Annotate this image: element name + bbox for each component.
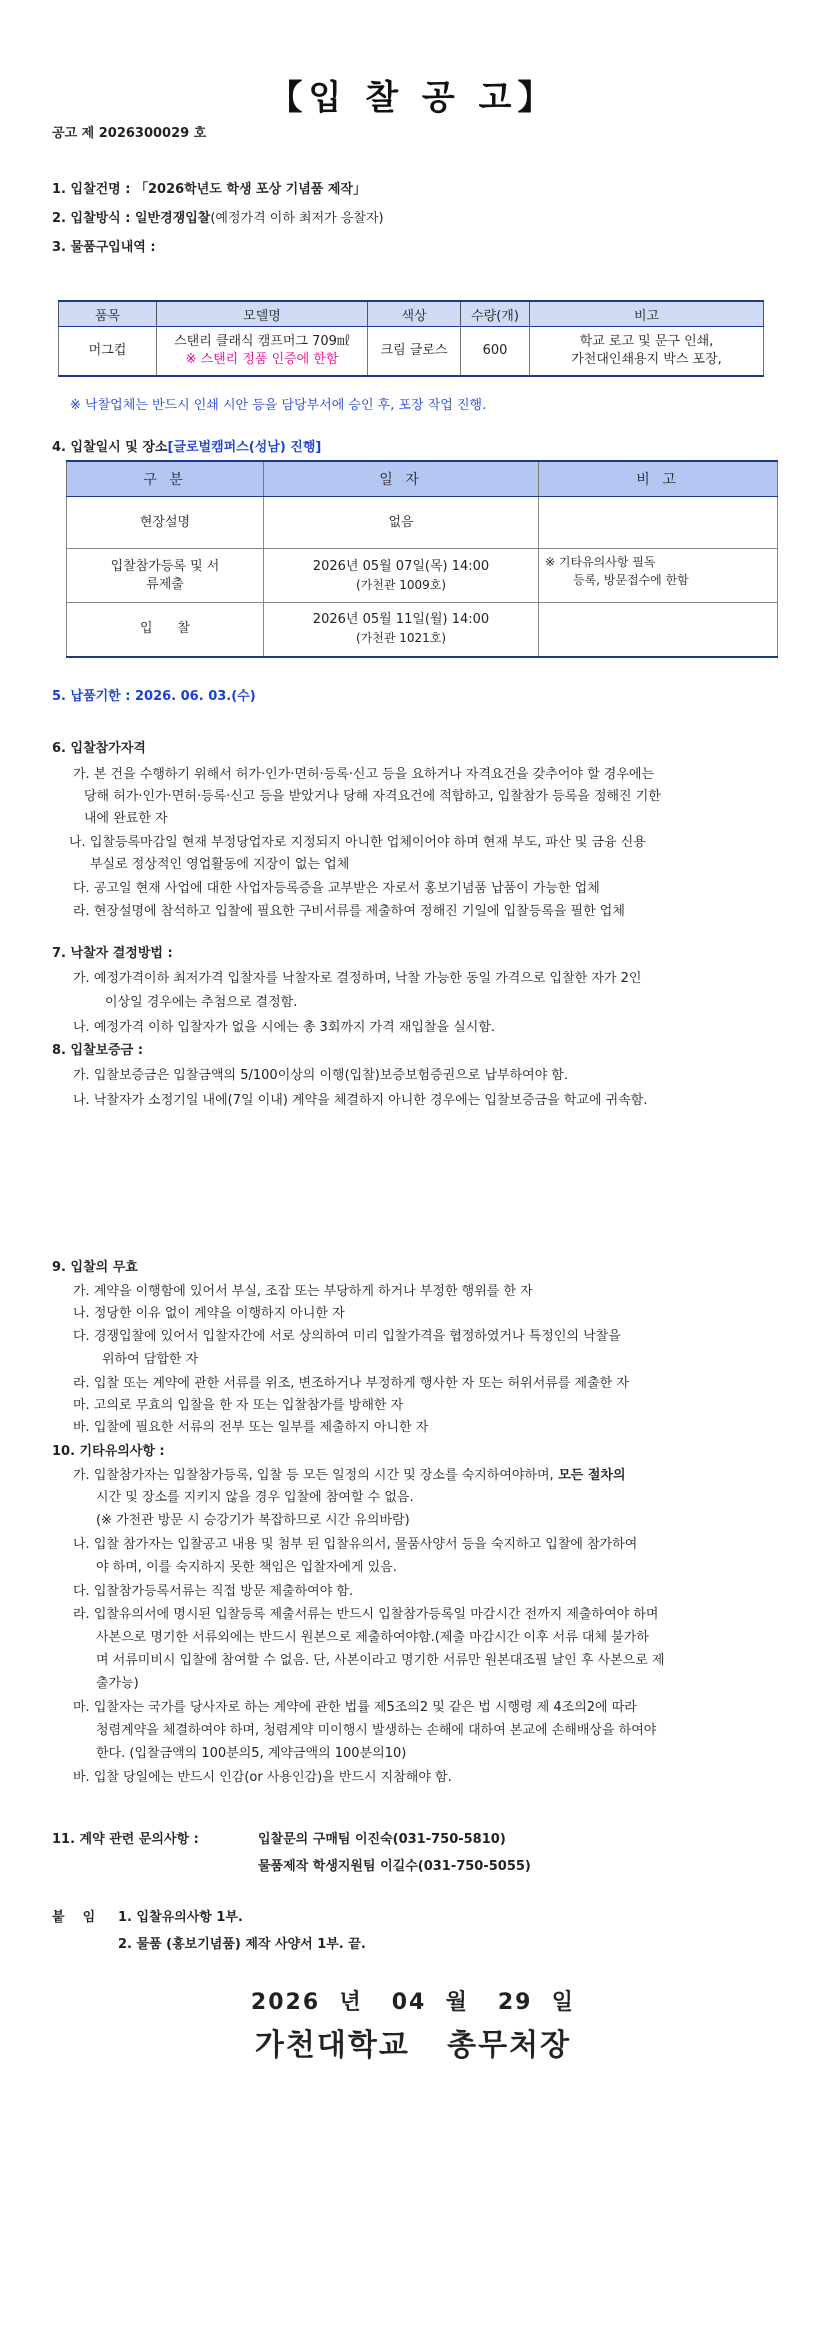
s6-line: 나. 입찰등록마감일 현재 부정당업자로 지정되지 아니한 업체이어야 하며 현재 부도, 파산 및 금융 신용 <box>69 835 646 850</box>
s9-line: 라. 입찰 또는 계약에 관한 서류를 위조, 변조하거나 부정하게 행사한 자 또는 허위서류를 제출한 자 <box>73 1376 629 1391</box>
remark-line-2: 가천대인쇄용지 박스 포장, <box>571 352 722 367</box>
schedule-category <box>67 549 264 603</box>
attachment-1: 1. 입찰유의사항 1부. <box>118 1910 243 1925</box>
s6-line: 내에 완료한 자 <box>84 811 168 826</box>
item-qty: 600 <box>461 327 530 377</box>
items-table <box>58 300 764 377</box>
s6-line: 부실로 정상적인 영업활동에 지장이 없는 업체 <box>90 857 350 872</box>
s10-ga-text-b: 모든 절차의 <box>553 1468 626 1483</box>
schedule-note-line-1: ※ 기타유의사항 필독 <box>545 555 656 569</box>
delivery-deadline: 5. 납품기한 : 2026. 06. 03.(수) <box>52 689 256 704</box>
s9-line: 가. 계약을 이행함에 있어서 부실, 조잡 또는 부당하게 하거나 부정한 행위를 한 자 <box>73 1284 533 1299</box>
section-1 <box>52 178 366 197</box>
schedule-table <box>66 460 778 658</box>
schedule-header <box>67 461 778 497</box>
remark-line-1: 학교 로고 및 문구 인쇄, <box>579 334 714 349</box>
notice-number: 공고 제 2026300029 호 <box>52 126 207 141</box>
s7-line: 나. 예정가격 이하 입찰자가 없을 시에는 총 3회까지 가격 재입찰을 실시함. <box>73 1020 496 1035</box>
issuer-org: 가천대학교 총무처장 <box>254 2028 572 2063</box>
section-3-label: 3. 물품구입내역 : <box>52 240 156 255</box>
approval-note: ※ 낙찰업체는 반드시 인쇄 시안 등을 담당부서에 승인 후, 포장 작업 진행. <box>70 398 487 413</box>
s10-line: 마. 입찰자는 국가를 당사자로 하는 계약에 관한 법률 제5조의2 및 같은 법 시행령 제 4조의2에 따라 <box>73 1700 637 1715</box>
schedule-date: 없음 <box>264 497 539 549</box>
model-name: 스탠리 클래식 캠프머그 709㎖ <box>174 334 350 349</box>
s7-line: 이상일 경우에는 추첨으로 결정함. <box>105 995 298 1010</box>
page-title: 【입 찰 공 고】 <box>268 78 558 118</box>
s10-line: 출가능) <box>96 1676 139 1691</box>
s9-line: 바. 입찰에 필요한 서류의 전부 또는 일부를 제출하지 아니한 자 <box>73 1420 429 1435</box>
s10-line: 나. 입찰 참가자는 입찰공고 내용 및 첨부 된 입찰유의서, 물품사양서 등을 숙지하고 입찰에 참가하여 <box>73 1537 638 1552</box>
section-10-label: 10. 기타유의사항 : <box>52 1444 165 1459</box>
item-name: 머그컵 <box>59 327 157 377</box>
schedule-category: 현장설명 <box>67 497 264 549</box>
schedule-date-cell <box>264 549 539 603</box>
s10-line: 바. 입찰 당일에는 반드시 인감(or 사용인감)을 반드시 지참해야 함. <box>73 1770 452 1785</box>
col-remark: 비고 <box>530 301 764 327</box>
schedule-category-text: 입찰참가등록 및 서류제출 <box>110 558 220 592</box>
s10-line: 시간 및 장소를 지키지 않을 경우 입찰에 참여할 수 없음. <box>96 1490 414 1505</box>
schedule-note-cell <box>539 549 778 603</box>
remark-cell <box>530 327 764 377</box>
schedule-note <box>539 603 778 657</box>
section-11-label: 11. 계약 관련 문의사항 : <box>52 1832 199 1847</box>
s10-line: 며 서류미비시 입찰에 참여할 수 없음. 단, 사본이라고 명기한 서류만 원본대조필 날인 후 사본으로 제 <box>96 1653 665 1668</box>
campus-highlight: [글로벌캠퍼스(성남) 진행] <box>167 440 322 455</box>
section-2 <box>52 207 384 226</box>
section-2-label: 2. 입찰방식 : <box>52 211 135 226</box>
schedule-date-cell <box>264 603 539 657</box>
s10-line: 사본으로 명기한 서류외에는 반드시 원본으로 제출하여야함.(제출 마감시간 이후 서류 대체 불가하 <box>96 1630 649 1645</box>
item-color: 크림 글로스 <box>368 327 461 377</box>
s10-line: (※ 가천관 방문 시 승강기가 복잡하므로 시간 유의바람) <box>96 1513 410 1528</box>
table-row <box>67 497 778 549</box>
col-item: 품목 <box>59 301 157 327</box>
section-4-label: 4. 입찰일시 및 장소 <box>52 440 168 455</box>
model-note: ※ 스탠리 정품 인증에 한함 <box>185 352 339 367</box>
s6-line: 라. 현장설명에 참석하고 입찰에 필요한 구비서류를 제출하여 정해진 기일에 입찰등록을 필한 업체 <box>73 904 625 919</box>
s8-line: 가. 입찰보증금은 입찰금액의 5/100이상의 이행(입찰)보증보험증권으로 납부하여야 함. <box>73 1068 569 1083</box>
schedule-note-line-2: 등록, 방문접수에 한함 <box>573 573 689 587</box>
col-note: 비 고 <box>539 461 778 497</box>
section-6-label: 6. 입찰참가자격 <box>52 741 146 756</box>
attachment-label: 붙 임 <box>52 1910 96 1925</box>
contact-student-support: 물품제작 학생지원팀 이길수(031-750-5055) <box>258 1859 531 1874</box>
issue-date: 2026 년 04 월 29 일 <box>250 1990 576 2015</box>
items-table-header <box>59 301 764 327</box>
section-7-label: 7. 낙찰자 결정방법 : <box>52 946 173 961</box>
schedule-category: 입 찰 <box>67 603 264 657</box>
s8-line: 나. 낙찰자가 소정기일 내에(7일 이내) 계약을 체결하지 아니한 경우에는 입찰보증금을 학교에 귀속함. <box>73 1093 648 1108</box>
attachment-2: 2. 물품 (홍보기념품) 제작 사양서 1부. 끝. <box>118 1937 366 1952</box>
s9-line: 나. 정당한 이유 없이 계약을 이행하지 아니한 자 <box>73 1306 345 1321</box>
bid-method: 일반경쟁입찰 <box>135 211 211 226</box>
s10-line: 라. 입찰유의서에 명시된 입찰등록 제출서류는 반드시 입찰참가등록일 마감시간 전까지 제출하여야 하며 <box>73 1607 659 1622</box>
s10-line: 야 하며, 이를 숙지하지 못한 책임은 입찰자에게 있음. <box>96 1560 397 1575</box>
s7-line: 가. 예정가격이하 최저가격 입찰자를 낙찰자로 결정하며, 낙찰 가능한 동일 가격으로 입찰한 자가 2인 <box>73 971 642 986</box>
col-qty: 수량(개) <box>461 301 530 327</box>
table-row <box>67 603 778 657</box>
bid-title: 「2026학년도 학생 포상 기념품 제작」 <box>135 182 366 197</box>
col-model: 모델명 <box>157 301 368 327</box>
s9-line: 마. 고의로 무효의 입찰을 한 자 또는 입찰참가를 방해한 자 <box>73 1398 404 1413</box>
schedule-note <box>539 497 778 549</box>
s9-line: 위하여 담합한 자 <box>102 1352 199 1367</box>
col-color: 색상 <box>368 301 461 327</box>
schedule-place: (가천관 1009호) <box>355 577 447 592</box>
section-8-label: 8. 입찰보증금 : <box>52 1043 144 1058</box>
s6-line: 당해 허가·인가·면허·등록·신고 등을 받았거나 당해 자격요건에 적합하고, 입찰참가 등록을 정해진 기한 <box>84 789 661 804</box>
section-9-label: 9. 입찰의 무효 <box>52 1260 138 1275</box>
s10-line: 한다. (입찰금액의 100분의5, 계약금액의 100분의10) <box>96 1746 407 1761</box>
table-row <box>59 327 764 377</box>
schedule-date: 2026년 05월 07일(목) 14:00 <box>312 558 490 574</box>
bid-method-note: (예정가격 이하 최저가 응찰자) <box>210 211 384 226</box>
contact-purchase: 입찰문의 구매팀 이진숙(031-750-5810) <box>258 1832 506 1847</box>
s6-line: 다. 공고일 현재 사업에 대한 사업자등록증을 교부받은 자로서 홍보기념품 납품이 가능한 업체 <box>73 881 600 896</box>
s10-line: 청렴계약을 체결하여야 하며, 청렴계약 미이행시 발생하는 손해에 대하여 본교에 손해배상을 하여야 <box>96 1723 657 1738</box>
col-date: 일 자 <box>264 461 539 497</box>
section-4 <box>52 436 321 455</box>
col-category: 구 분 <box>67 461 264 497</box>
table-row <box>67 549 778 603</box>
schedule-place: (가천관 1021호) <box>355 631 447 646</box>
model-cell <box>157 327 368 377</box>
s9-line: 다. 경쟁입찰에 있어서 입찰자간에 서로 상의하여 미리 입찰가격을 협정하였거나 특정인의 낙찰을 <box>73 1329 621 1344</box>
schedule-date: 2026년 05월 11일(월) 14:00 <box>312 612 490 628</box>
section-1-label: 1. 입찰건명 : <box>52 182 135 197</box>
s10-line: 다. 입찰참가등록서류는 직접 방문 제출하여야 함. <box>73 1584 354 1599</box>
s10-ga-text-a: 가. 입찰참가자는 입찰참가등록, 입찰 등 모든 일정의 시간 및 장소를 숙지하여야하며, <box>73 1468 554 1483</box>
s10-ga-line-1 <box>73 1464 626 1483</box>
s6-line: 가. 본 건을 수행하기 위해서 허가·인가·면허·등록·신고 등을 요하거나 자격요건을 갖추어야 할 경우에는 <box>73 767 654 782</box>
